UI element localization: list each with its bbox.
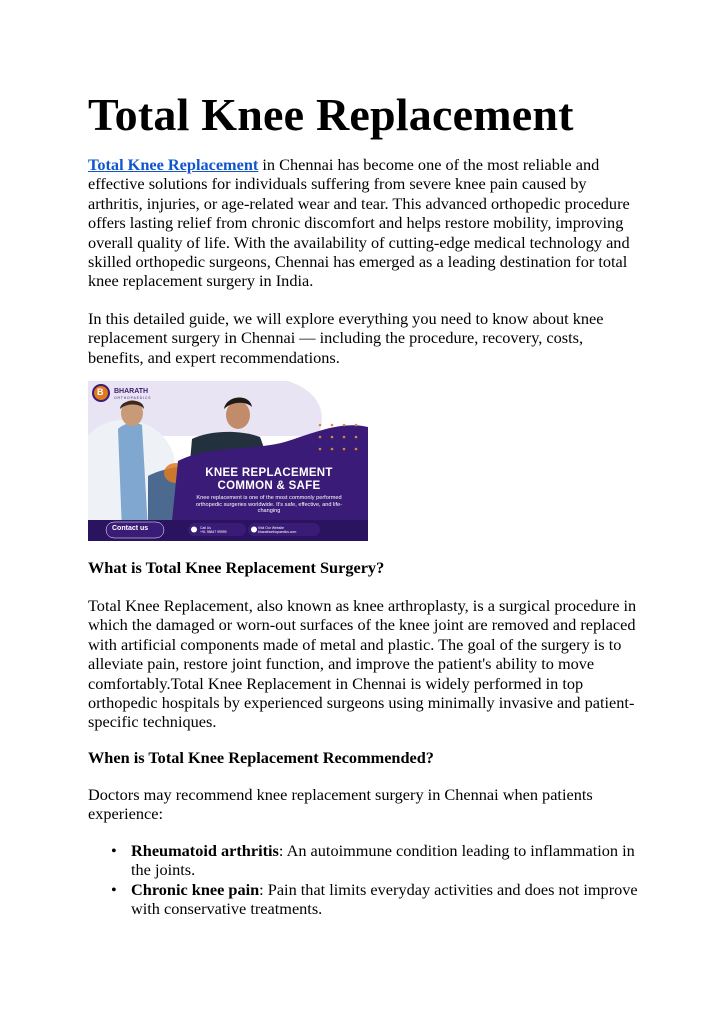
section-heading-when-recommended: When is Total Knee Replacement Recommended? — [88, 748, 434, 767]
list-item-term: Chronic knee pain — [131, 879, 260, 899]
knee-replacement-banner-image — [88, 381, 368, 541]
website-block — [258, 526, 296, 534]
section-when-paragraph: Doctors may recommend knee replacement surgery in Chennai when patients experience: — [88, 785, 593, 824]
banner-description: Knee replacement is one of the most commonly performed orthopedic surgeries worldwide. It's safe, effective, and life-changing — [195, 495, 343, 515]
call-number: +91 98847 99999 — [200, 530, 227, 535]
guide-paragraph: In this detailed guide, we will explore everything you need to know about knee replacement surgery in Chennai — including the procedure, recovery, costs, benefits, and expert recommendations. — [88, 309, 604, 367]
logo-letter: B — [97, 387, 104, 397]
bullet-icon: • — [111, 879, 117, 899]
intro-text: in Chennai has become one of the most reliable and effective solutions for individuals suffering from severe knee pain caused by arthritis, injuries, or age-related wear and tear. This advanced orthopedic procedure offers lasting relief from chronic discomfort and helps restore mobility, improving overall quality of life. With the availability of cutting-edge medical technology and skilled orthopedic surgeons, Chennai has emerged as a leading destination for total knee replacement surgery in India. — [88, 155, 630, 291]
list-item-text: : An autoimmune condition leading to inflammation in the joints. — [131, 841, 635, 880]
intro-paragraph — [88, 155, 638, 291]
website-label: Visit Our Website — [258, 526, 285, 530]
website-url: bharathorthopaedics.com — [258, 530, 297, 535]
list-item — [88, 841, 638, 880]
knee-replacement-link[interactable]: Total Knee Replacement — [88, 155, 259, 174]
bullet-icon: • — [111, 841, 117, 860]
call-us-block — [200, 526, 227, 534]
logo-name: BHARATH — [114, 388, 149, 395]
banner-graphic — [88, 381, 368, 541]
section-what-is-paragraph: Total Knee Replacement, also known as knee arthroplasty, is a surgical procedure in which the damaged or worn-out surfaces of the knee joint are removed and replaced with artificial components made of metal and plastic. The goal of the surgery is to alleviate pain, restore joint function, and improve the patient's ability to move comfortably.Total Knee Replacement in Chennai is widely performed in top orthopedic hospitals by experienced surgeons using minimally invasive and patient-specific techniques. — [88, 596, 637, 732]
banner-headline — [176, 467, 362, 493]
recommendation-list — [88, 841, 638, 919]
section-heading-what-is: What is Total Knee Replacement Surgery? — [88, 558, 385, 577]
list-item — [88, 880, 638, 919]
logo-subtitle: ORTHOPAEDICS — [114, 396, 152, 400]
call-us-label: Call Us — [200, 526, 211, 530]
contact-us-label: Contact us — [112, 525, 149, 532]
list-item-text: : Pain that limits everyday activities and does not improve with conservative treatments. — [131, 879, 638, 919]
list-item-term: Rheumatoid arthritis — [131, 841, 279, 860]
page-title: Total Knee Replacement — [88, 89, 574, 140]
banner-headline-line1: KNEE REPLACEMENT — [205, 467, 333, 479]
banner-headline-line2: COMMON & SAFE — [217, 480, 321, 492]
